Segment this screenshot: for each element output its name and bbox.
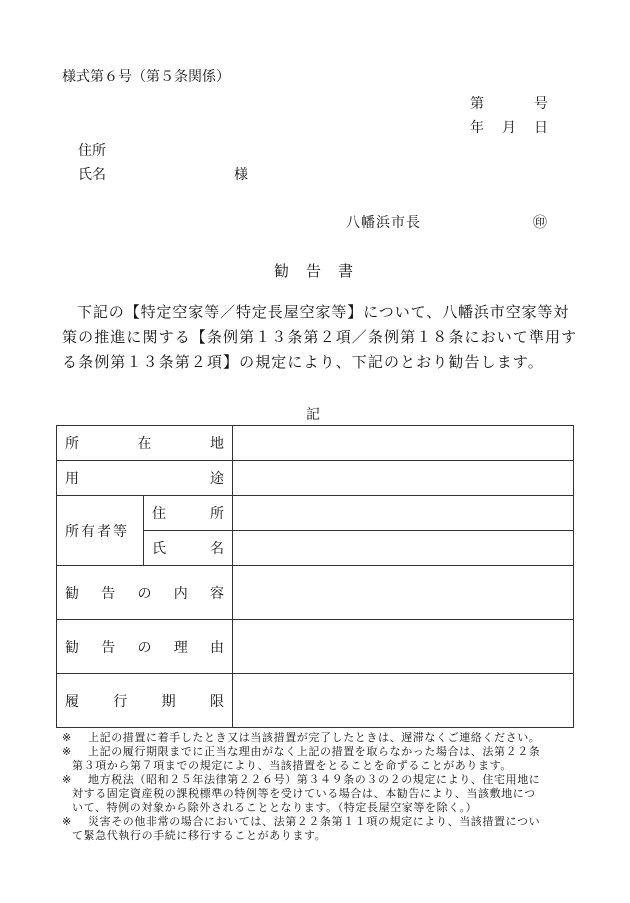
label-owner	[57, 496, 144, 566]
note-1	[62, 731, 574, 745]
label-char: の	[137, 585, 152, 602]
label-char: 住	[152, 506, 166, 522]
value-location[interactable]	[233, 426, 574, 461]
note-mark: ※	[62, 745, 72, 758]
label-char: 由	[210, 639, 224, 656]
note-mark: ※	[62, 773, 72, 786]
label-char: 履	[65, 693, 79, 710]
row-reason	[57, 620, 574, 674]
note-line: 第３項から第７項までの規定により、当該措置をとることを命ずることがあります。	[72, 759, 512, 772]
body-line-3: る条例第１３条第２項】の規定により、下記のとおり勧告します。	[62, 353, 544, 371]
label-reason	[57, 620, 233, 674]
form-number: 様式第６号（第５条関係）	[62, 69, 230, 85]
date-year: 年	[470, 120, 484, 136]
value-content[interactable]	[233, 566, 574, 620]
label-owner-name	[144, 531, 233, 566]
label-char: 氏	[152, 541, 166, 557]
note-line: 対する固定資産税の課税標準の特例等を受けている場合は、本勧告により、当該敷地につ	[72, 787, 536, 800]
note-mark: ※	[62, 731, 72, 744]
note-line: て緊急代執行の手続に移行することがあります。	[72, 829, 327, 842]
label-owner-address	[144, 496, 233, 531]
note-line: 上記の措置に着手したとき又は当該措置が完了したときは、遅滞なくご連絡ください。	[88, 731, 541, 744]
body-line-2: 策の推進に関する【条例第１３条第２項／条例第１８条において準用す	[62, 328, 578, 346]
ki-heading: 記	[306, 407, 320, 423]
recipient-name-label: 氏名	[78, 167, 106, 183]
label-char: 勧	[65, 585, 79, 602]
label-char: 告	[101, 639, 116, 656]
label-char: 所	[210, 506, 224, 522]
note-2	[62, 745, 574, 773]
label-char: 地	[210, 436, 224, 452]
value-reason[interactable]	[233, 620, 574, 674]
body-line-1: 下記の【特定空家等／特定長屋空家等】について、八幡浜市空家等対	[77, 303, 570, 321]
owner-label-text: 所有者等	[65, 523, 129, 540]
label-deadline	[57, 674, 233, 728]
label-char: の	[137, 639, 152, 656]
label-char: 期	[161, 693, 176, 710]
row-owner-address	[57, 496, 574, 531]
body-text	[62, 300, 578, 375]
label-char: 勧	[65, 639, 79, 656]
label-location	[57, 426, 233, 461]
doc-title-char-3: 書	[338, 262, 354, 280]
row-location	[57, 426, 574, 461]
label-char: 名	[210, 541, 224, 557]
label-char: 在	[137, 436, 152, 452]
note-line: いて、特例の対象から除外されることとなります。（特定長屋空家等を除く。）	[72, 801, 478, 814]
date-month: 月	[502, 120, 516, 136]
recipient-honorific: 様	[234, 167, 248, 183]
label-char: 理	[173, 639, 188, 656]
value-owner-name[interactable]	[233, 531, 574, 566]
label-char: 容	[210, 585, 224, 602]
doc-number-dai: 第	[470, 96, 484, 112]
doc-title-char-1: 勧	[274, 262, 290, 280]
note-line: 地方税法（昭和２５年法律第２２６号）第３４９条の３の２の規定により、住宅用地に	[88, 773, 541, 786]
note-3	[62, 773, 574, 815]
notes	[62, 731, 574, 843]
date-day: 日	[534, 120, 548, 136]
seal-mark: ㊞	[533, 215, 547, 231]
label-use	[57, 461, 233, 496]
note-line: 災害その他非常の場合においては、法第２２条第１１項の規定により、当該措置につい	[88, 815, 541, 828]
label-char: 用	[65, 471, 79, 487]
row-use	[57, 461, 574, 496]
label-char: 所	[65, 436, 79, 452]
label-char: 途	[210, 471, 224, 487]
value-deadline[interactable]	[233, 674, 574, 728]
label-char: 内	[173, 585, 188, 602]
doc-number-go: 号	[534, 96, 548, 112]
row-deadline	[57, 674, 574, 728]
value-use[interactable]	[233, 461, 574, 496]
label-char: 告	[101, 585, 116, 602]
details-table	[56, 425, 574, 728]
issuer-title: 八幡浜市長	[346, 215, 421, 231]
value-owner-address[interactable]	[233, 496, 574, 531]
label-char: 限	[209, 693, 224, 710]
label-content	[57, 566, 233, 620]
note-line: 上記の履行期限までに正当な理由がなく上記の措置を取らなかった場合は、法第２２条	[88, 745, 541, 758]
label-char: 行	[113, 693, 128, 710]
row-content	[57, 566, 574, 620]
doc-title-char-2: 告	[306, 262, 322, 280]
recipient-address-label: 住所	[78, 143, 106, 159]
note-mark: ※	[62, 815, 72, 828]
note-4	[62, 815, 574, 843]
